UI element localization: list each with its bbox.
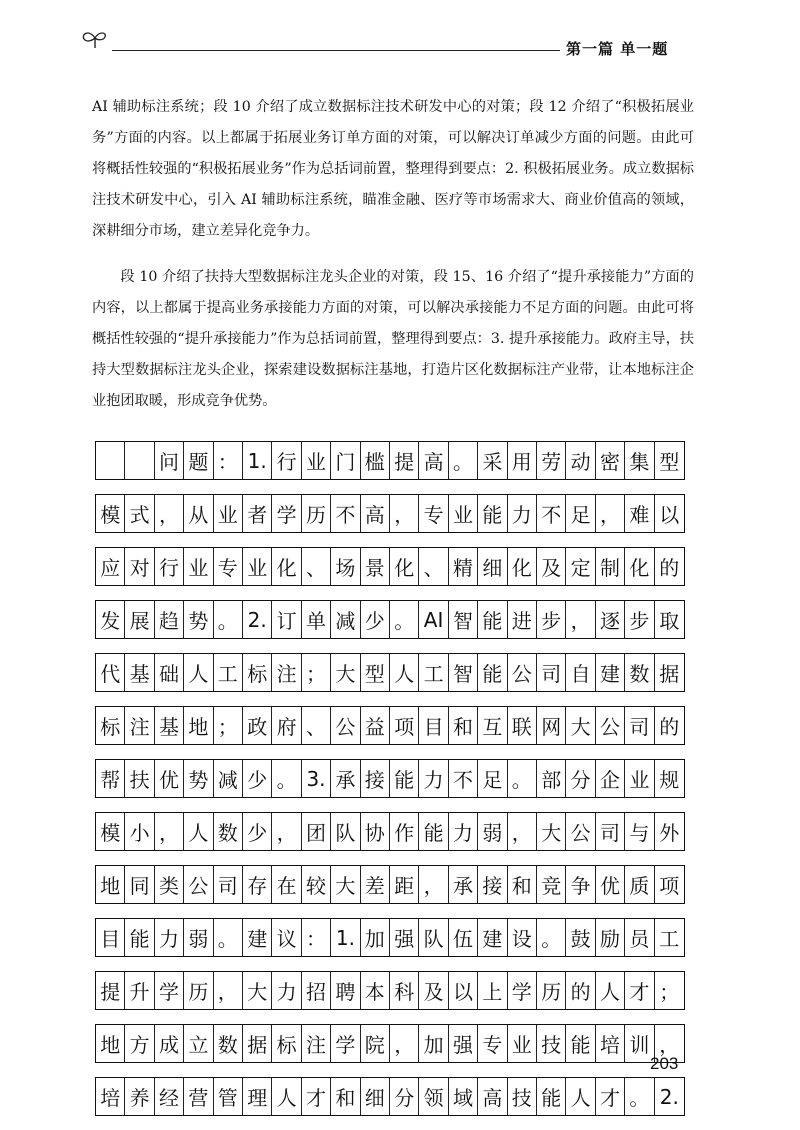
grid-cell: 数 <box>214 1025 243 1062</box>
grid-cell: 在 <box>272 866 301 903</box>
grid-cell: 进 <box>508 601 537 638</box>
grid-cell: 部 <box>537 760 566 797</box>
grid-cell: 集 <box>625 442 654 479</box>
grid-cell: 大 <box>331 654 360 691</box>
grid-cell: 数 <box>214 813 243 850</box>
grid-cell: 能 <box>566 1025 595 1062</box>
grid-cell: ； <box>214 707 243 744</box>
grid-cell: 人 <box>184 813 213 850</box>
grid-cell: 型 <box>659 450 680 474</box>
grid-cell: ， <box>659 1033 680 1057</box>
grid-cell: 目 <box>419 707 448 744</box>
grid-cell: 足 <box>478 760 507 797</box>
grid-cell: 化 <box>508 548 537 585</box>
grid-cell: 营 <box>184 1078 213 1115</box>
grid-cell: 1. <box>331 919 360 956</box>
grid-cell: 专 <box>478 1025 507 1062</box>
grid-cell: 科 <box>390 972 419 1009</box>
grid-cell: 不 <box>331 495 360 532</box>
grid-cell: 技 <box>537 1025 566 1062</box>
grid-cell: 势 <box>184 601 213 638</box>
grid-cell: 工 <box>419 654 448 691</box>
grid-cell: 2. <box>243 601 272 638</box>
grid-cell: 、 <box>302 548 331 585</box>
grid-cell: 高 <box>361 495 390 532</box>
grid-cell: 采 <box>478 442 507 479</box>
grid-cell: 逐 <box>596 601 625 638</box>
grid-cell: 存 <box>243 866 272 903</box>
grid-cell: 政 <box>243 707 272 744</box>
grid-cell: 少 <box>243 760 272 797</box>
grid-cell: 议 <box>272 919 301 956</box>
grid-cell: 力 <box>419 760 448 797</box>
grid-cell: 注 <box>272 654 301 691</box>
grid-cell: 提 <box>96 972 125 1009</box>
grid-cell: 足 <box>566 495 595 532</box>
grid-cell: 细 <box>361 1078 390 1115</box>
grid-cell: 劳 <box>537 442 566 479</box>
grid-cell: 专 <box>214 548 243 585</box>
grid-cell: 才 <box>625 972 654 1009</box>
grid-cell: 能 <box>478 654 507 691</box>
grid-cell: 立 <box>184 1025 213 1062</box>
grid-cell: 人 <box>272 1078 301 1115</box>
grid-cell: 学 <box>272 495 301 532</box>
grid-cell: 业 <box>302 442 331 479</box>
grid-cell: 鼓 <box>566 919 595 956</box>
grid-cell: 业 <box>243 548 272 585</box>
grid-cell: ， <box>155 495 184 532</box>
grid-cell: 力 <box>449 813 478 850</box>
grid-cell: 公 <box>566 813 595 850</box>
grid-cell: 。 <box>214 919 243 956</box>
grid-cell: 的 <box>659 556 680 580</box>
grid-cell: 培 <box>96 1078 125 1115</box>
grid-cell: 及 <box>537 548 566 585</box>
grid-cell: 网 <box>537 707 566 744</box>
grid-cell: 标 <box>272 1025 301 1062</box>
grid-cell: 业 <box>508 1025 537 1062</box>
grid-cell: 标 <box>96 707 125 744</box>
grid-cell: 业 <box>214 495 243 532</box>
grid-row <box>95 494 685 533</box>
grid-cell: 接 <box>478 866 507 903</box>
grid-cell: 、 <box>419 548 448 585</box>
grid-cell: 据 <box>659 662 680 686</box>
grid-cell: 距 <box>390 866 419 903</box>
grid-cell: 精 <box>449 548 478 585</box>
grid-cell: 目 <box>96 919 125 956</box>
grid-row <box>95 653 685 692</box>
grid-cell: 队 <box>419 919 448 956</box>
grid-cell: 能 <box>478 601 507 638</box>
grid-cell: 地 <box>96 866 125 903</box>
grid-cell: 和 <box>508 866 537 903</box>
grid-cell: 本 <box>361 972 390 1009</box>
grid-cell: 注 <box>125 707 154 744</box>
grid-cell: 学 <box>508 972 537 1009</box>
grid-cell: 承 <box>449 866 478 903</box>
grid-cell: 力 <box>155 919 184 956</box>
grid-row <box>95 441 685 480</box>
body-paragraph: 段 10 介绍了扶持大型数据标注龙头企业的对策，段 15、16 介绍了“提升承接能力”方面的内容，以上都属于提高业务承接能力方面的对策，可以解决承接能力不足方面的问题。由此可将概括性较强的“提升承接能力”作为总括词前置，整理得到要点：3. 提升承接能力。政府主导，扶持大型数据标注龙头企业，探索建设数据标注基地，打造片区化数据标注产业带，让本地标注企业抱团取暖，形成竞争优势。 <box>92 269 694 409</box>
grid-cell: 质 <box>625 866 654 903</box>
grid-cell: 题 <box>184 442 213 479</box>
grid-cell: 场 <box>331 548 360 585</box>
grid-cell: 队 <box>331 813 360 850</box>
grid-cell: 公 <box>508 654 537 691</box>
grid-cell: 。 <box>625 1078 654 1115</box>
sprout-icon <box>80 26 110 50</box>
grid-cell: ， <box>390 495 419 532</box>
grid-cell: 公 <box>184 866 213 903</box>
grid-cell: 联 <box>508 707 537 744</box>
grid-cell: 能 <box>125 919 154 956</box>
grid-cell: 历 <box>302 495 331 532</box>
grid-cell: 训 <box>625 1025 654 1062</box>
grid-cell: 以 <box>449 972 478 1009</box>
grid-cell: 人 <box>184 654 213 691</box>
grid-cell: 基 <box>155 707 184 744</box>
grid-cell: 槛 <box>361 442 390 479</box>
grid-cell: 大 <box>243 972 272 1009</box>
grid-cell: 规 <box>659 768 680 792</box>
grid-cell: 以 <box>659 503 680 527</box>
page-number: 203 <box>650 1054 679 1073</box>
grid-cell: 。 <box>449 442 478 479</box>
grid-cell: ， <box>390 1025 419 1062</box>
grid-cell: 互 <box>478 707 507 744</box>
grid-cell: 人 <box>390 654 419 691</box>
grid-cell: 升 <box>125 972 154 1009</box>
grid-cell: 才 <box>302 1078 331 1115</box>
grid-cell: 少 <box>243 813 272 850</box>
grid-cell: 。 <box>214 601 243 638</box>
grid-cell: 经 <box>155 1078 184 1115</box>
grid-row <box>95 1077 685 1116</box>
grid-cell: 高 <box>478 1078 507 1115</box>
grid-cell: 竞 <box>537 866 566 903</box>
grid-cell: 领 <box>419 1078 448 1115</box>
grid-cell: ， <box>272 813 301 850</box>
answer-grid <box>95 441 685 1130</box>
grid-cell: 1. <box>243 442 272 479</box>
grid-cell: 模 <box>96 813 125 850</box>
grid-cell: ， <box>566 601 595 638</box>
grid-cell: 专 <box>419 495 448 532</box>
grid-cell: 大 <box>537 813 566 850</box>
grid-row <box>95 706 685 745</box>
grid-row <box>95 1024 685 1063</box>
grid-cell: 建 <box>596 654 625 691</box>
grid-cell: 优 <box>155 760 184 797</box>
grid-cell: ， <box>214 972 243 1009</box>
grid-cell: ， <box>419 866 448 903</box>
grid-cell: 型 <box>361 654 390 691</box>
grid-cell: 聘 <box>331 972 360 1009</box>
grid-cell: 和 <box>449 707 478 744</box>
grid-cell: 养 <box>125 1078 154 1115</box>
grid-cell: 3. <box>302 760 331 797</box>
grid-cell: 小 <box>125 813 154 850</box>
grid-row <box>95 547 685 586</box>
grid-cell: 建 <box>243 919 272 956</box>
grid-cell: 工 <box>214 654 243 691</box>
grid-cell: 业 <box>625 760 654 797</box>
grid-row <box>95 918 685 957</box>
grid-cell: 域 <box>449 1078 478 1115</box>
grid-cell: 司 <box>596 813 625 850</box>
grid-cell: 接 <box>361 760 390 797</box>
grid-cell: 优 <box>596 866 625 903</box>
grid-cell: 建 <box>478 919 507 956</box>
grid-cell: 减 <box>214 760 243 797</box>
grid-cell: 差 <box>361 866 390 903</box>
grid-cell: 不 <box>449 760 478 797</box>
grid-cell: 作 <box>390 813 419 850</box>
grid-cell: 益 <box>361 707 390 744</box>
grid-cell: 化 <box>390 548 419 585</box>
grid-cell: 高 <box>419 442 448 479</box>
grid-cell: 标 <box>243 654 272 691</box>
grid-cell: 项 <box>659 874 680 898</box>
grid-cell: 势 <box>184 760 213 797</box>
grid-cell: 。 <box>537 919 566 956</box>
grid-cell: 类 <box>155 866 184 903</box>
grid-cell: 展 <box>125 601 154 638</box>
grid-cell: 自 <box>566 654 595 691</box>
grid-cell: 。 <box>508 760 537 797</box>
grid-cell: ， <box>508 813 537 850</box>
grid-cell: 伍 <box>449 919 478 956</box>
grid-cell: 帮 <box>96 760 125 797</box>
grid-cell: 地 <box>96 1025 125 1062</box>
grid-cell: 力 <box>272 972 301 1009</box>
grid-cell: 难 <box>625 495 654 532</box>
grid-row <box>95 600 685 639</box>
grid-row <box>95 971 685 1010</box>
grid-cell: 学 <box>155 972 184 1009</box>
grid-row <box>95 865 685 904</box>
grid-cell: 础 <box>155 654 184 691</box>
grid-cell: 化 <box>625 548 654 585</box>
grid-cell: 企 <box>596 760 625 797</box>
header-rule <box>112 50 560 51</box>
grid-cell: 力 <box>508 495 537 532</box>
grid-cell: 公 <box>331 707 360 744</box>
grid-cell: 能 <box>419 813 448 850</box>
grid-cell: 司 <box>537 654 566 691</box>
grid-cell: 培 <box>596 1025 625 1062</box>
grid-cell: 弱 <box>478 813 507 850</box>
grid-cell: 成 <box>155 1025 184 1062</box>
grid-cell: 大 <box>566 707 595 744</box>
grid-cell: 招 <box>302 972 331 1009</box>
grid-cell: 景 <box>361 548 390 585</box>
grid-cell: 强 <box>449 1025 478 1062</box>
grid-cell: ： <box>214 442 243 479</box>
grid-cell: 项 <box>390 707 419 744</box>
grid-cell: 步 <box>537 601 566 638</box>
grid-cell: 司 <box>214 866 243 903</box>
grid-cell: 及 <box>419 972 448 1009</box>
grid-cell: ， <box>155 813 184 850</box>
grid-cell: 大 <box>331 866 360 903</box>
grid-cell: 的 <box>659 715 680 739</box>
grid-cell <box>96 442 125 479</box>
grid-cell: 管 <box>214 1078 243 1115</box>
grid-cell: 。 <box>390 601 419 638</box>
grid-cell: 细 <box>478 548 507 585</box>
grid-cell: 发 <box>96 601 125 638</box>
grid-cell: 步 <box>625 601 654 638</box>
grid-cell: 工 <box>659 927 680 951</box>
grid-cell: 提 <box>390 442 419 479</box>
grid-cell: 历 <box>184 972 213 1009</box>
grid-cell: 励 <box>596 919 625 956</box>
grid-cell: 2. <box>659 1084 679 1109</box>
grid-cell: 应 <box>96 548 125 585</box>
grid-cell: 与 <box>625 813 654 850</box>
grid-cell: 对 <box>125 548 154 585</box>
grid-cell: 上 <box>478 972 507 1009</box>
grid-cell: 者 <box>243 495 272 532</box>
grid-cell: 分 <box>566 760 595 797</box>
grid-cell: 学 <box>331 1025 360 1062</box>
grid-cell: 业 <box>449 495 478 532</box>
grid-cell: 协 <box>361 813 390 850</box>
grid-cell: 员 <box>625 919 654 956</box>
grid-cell: 外 <box>659 821 680 845</box>
grid-cell: 弱 <box>184 919 213 956</box>
grid-cell: 门 <box>331 442 360 479</box>
grid-cell: 公 <box>596 707 625 744</box>
grid-cell: 院 <box>361 1025 390 1062</box>
grid-cell: 设 <box>508 919 537 956</box>
grid-cell: 加 <box>361 919 390 956</box>
grid-cell: 扶 <box>125 760 154 797</box>
grid-cell: 用 <box>508 442 537 479</box>
grid-cell: 能 <box>537 1078 566 1115</box>
grid-cell: 智 <box>449 601 478 638</box>
grid-cell: 制 <box>596 548 625 585</box>
grid-cell: 代 <box>96 654 125 691</box>
grid-cell: 历 <box>537 972 566 1009</box>
grid-row <box>95 812 685 851</box>
grid-cell: 和 <box>331 1078 360 1115</box>
grid-cell: 司 <box>625 707 654 744</box>
grid-cell: 承 <box>331 760 360 797</box>
grid-cell: 智 <box>449 654 478 691</box>
grid-cell: 业 <box>184 548 213 585</box>
grid-cell: 方 <box>125 1025 154 1062</box>
grid-cell: 从 <box>184 495 213 532</box>
grid-cell: 团 <box>302 813 331 850</box>
grid-cell: ， <box>596 495 625 532</box>
grid-cell: 化 <box>272 548 301 585</box>
grid-cell: 行 <box>272 442 301 479</box>
grid-cell: 较 <box>302 866 331 903</box>
grid-cell: 模 <box>96 495 125 532</box>
grid-cell: ； <box>302 654 331 691</box>
grid-cell: 不 <box>537 495 566 532</box>
grid-cell: 注 <box>302 1025 331 1062</box>
grid-cell: 人 <box>566 1078 595 1115</box>
grid-cell: 问 <box>155 442 184 479</box>
grid-cell: 密 <box>596 442 625 479</box>
grid-cell: 基 <box>125 654 154 691</box>
grid-cell: ： <box>302 919 331 956</box>
grid-cell: 的 <box>566 972 595 1009</box>
grid-cell: 地 <box>184 707 213 744</box>
grid-cell: 单 <box>302 601 331 638</box>
grid-cell: 。 <box>272 760 301 797</box>
grid-cell: 分 <box>390 1078 419 1115</box>
grid-cell: 理 <box>243 1078 272 1115</box>
grid-cell: 数 <box>625 654 654 691</box>
grid-row <box>95 759 685 798</box>
grid-cell: 强 <box>390 919 419 956</box>
section-title: 第一篇 单一题 <box>566 40 669 58</box>
grid-cell: 趋 <box>155 601 184 638</box>
grid-cell: 式 <box>125 495 154 532</box>
grid-cell: 加 <box>419 1025 448 1062</box>
grid-cell: 同 <box>125 866 154 903</box>
grid-cell: ； <box>659 980 680 1004</box>
grid-cell: 减 <box>331 601 360 638</box>
grid-cell: 订 <box>272 601 301 638</box>
grid-cell: 技 <box>508 1078 537 1115</box>
grid-cell: AI <box>419 601 448 638</box>
grid-cell: 能 <box>390 760 419 797</box>
grid-cell: 动 <box>566 442 595 479</box>
grid-cell: 能 <box>478 495 507 532</box>
grid-cell: 才 <box>596 1078 625 1115</box>
grid-cell: 府 <box>272 707 301 744</box>
grid-cell: 争 <box>566 866 595 903</box>
grid-cell: 定 <box>566 548 595 585</box>
grid-cell <box>125 442 154 479</box>
grid-cell: 人 <box>596 972 625 1009</box>
page-header <box>0 0 800 70</box>
grid-cell: 行 <box>155 548 184 585</box>
body-paragraph: AI 辅助标注系统；段 10 介绍了成立数据标注技术研发中心的对策；段 12 介绍了“积极拓展业务”方面的内容。以上都属于拓展业务订单方面的对策，可以解决订单减少方面的问题。由此可将概括性较强的“积极拓展业务”作为总括词前置，整理得到要点：2. 积极拓展业务。成立数据标注技术研发中心，引入 AI 辅助标注系统，瞄准金融、医疗等市场需求大、商业价值高的领域，深耕细分市场，建立差异化竞争力。 <box>92 99 694 239</box>
grid-cell: 少 <box>361 601 390 638</box>
grid-cell: 据 <box>243 1025 272 1062</box>
grid-cell: 取 <box>659 609 680 633</box>
grid-cell: 、 <box>302 707 331 744</box>
